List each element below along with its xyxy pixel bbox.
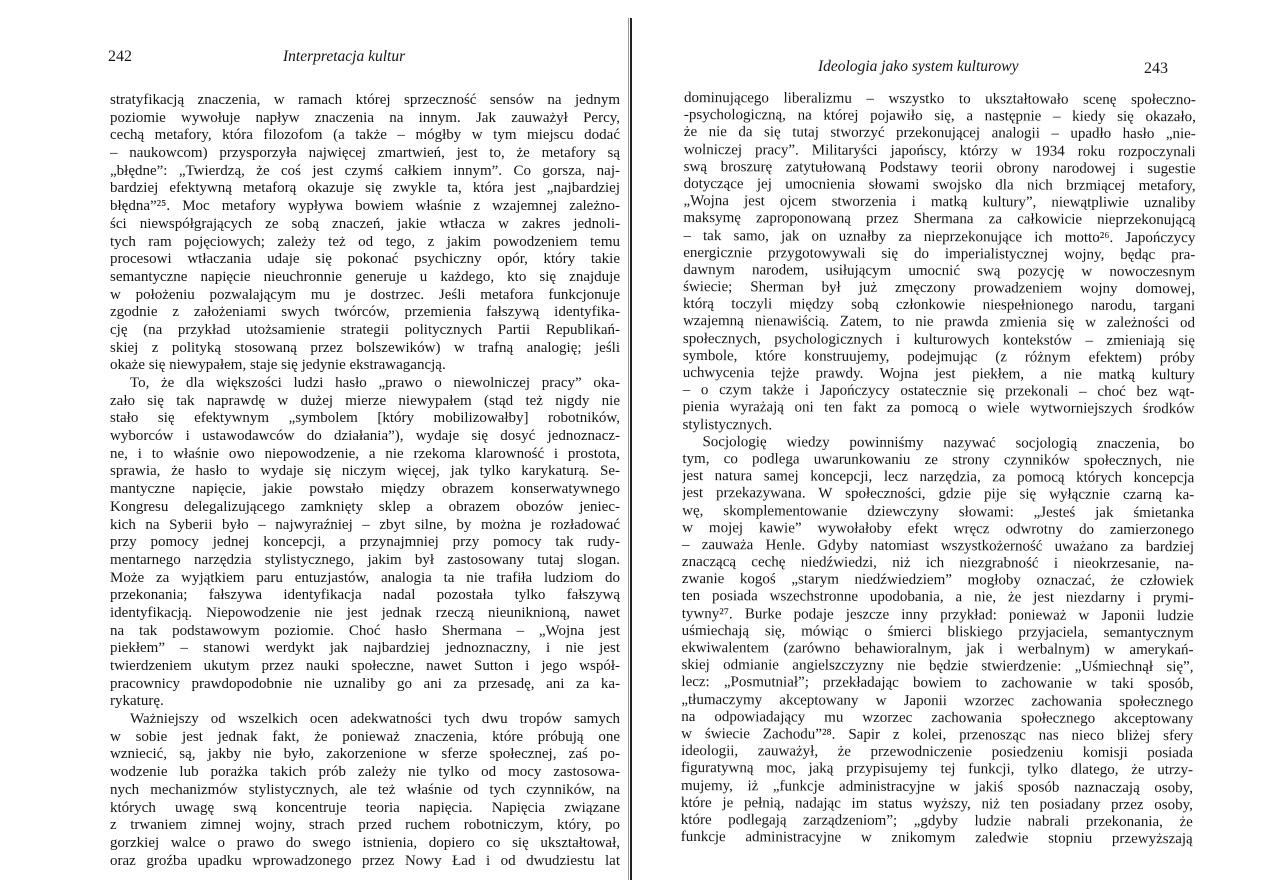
text-line: funkcje administracyjne w znikomym zaledwie stopniu przewyższają (680, 829, 1193, 848)
body-text (681, 90, 1196, 848)
left-page (0, 0, 630, 894)
text-line: tywny²⁷. Burke podaje jeszcze inny przykład: ponieważ w Japonii ludzie (681, 605, 1194, 624)
text-line: błędna”²⁵. Moc metafory wypływa bowiem właśnie z wzajemnej zależno- (110, 198, 620, 215)
text-line: energicznie przygotowywali się do imperialistycznej wojny, będąc pra- (683, 244, 1196, 263)
text-line: maksymę zaproponowaną przez Shermana za całkowicie nieprzekonującą (683, 210, 1196, 229)
text-line: uchwycenia tejże prawdy. Wojna jest piekłem, a nie matką kultury (682, 364, 1195, 384)
text-line: Socjologię wiedzy powinniśmy nazywać socjologią znaczenia, bo (702, 433, 1195, 452)
text-line: uśmiechają się, mówiąc o śmierci bliskiego przyjaciela, semantycznym (681, 622, 1194, 642)
text-line: – o czym także i Japończycy ostatecznie się przekonali – choć bez wąt- (682, 382, 1195, 401)
text-line: – zauważa Henle. Gdyby natomiast wszystkożerność uważano za bardziej (681, 536, 1195, 556)
text-line: sprawia, że hasło to wydaje się niczym więcej, jak tylko karykaturą. Se- (110, 463, 620, 480)
right-page (632, 0, 1262, 894)
text-line: dawnym narodem, usiłującym umocnić swą pozycję w nowoczesnym (683, 261, 1196, 281)
text-line: w sobie jest jednak fakt, że ponieważ znaczenia, które próbują one (110, 728, 620, 745)
text-line: gorzkiej walce o prawo do swego istnienia, dopiero co się ukształtował, (110, 834, 620, 851)
text-line: w świecie Zachodu”²⁸. Sapir z kolei, przenosząc nas nieco bliżej sfery (681, 725, 1194, 745)
text-line: dominującego liberalizmu – wszystko to ukształtowało scenę społeczno- (683, 90, 1196, 109)
text-line: cechą metafory, która filozofom (a także – mógłby w tym miejscu dodać (110, 127, 620, 144)
body-text (110, 92, 620, 870)
text-line: że nie da się tutaj stworzyć przekonującej analogii – upadło hasło „nie- (683, 124, 1196, 143)
text-line: świecie; Sherman był już zmęczony prowadzeniem wojny domowej, (683, 279, 1196, 298)
text-line: oraz groźba upadku wprowadzonego przez Nowy Ład i od dwudziestu lat (110, 852, 620, 869)
text-line: wodzenie lub porażka takich prób zależy nie tylko od mocy zastosowa- (110, 764, 620, 781)
text-line: semantyczne napięcie nieuchronnie generuje u każdego, kto się znajduje (110, 268, 620, 285)
text-line: mujemy, iż „funkcje administracyjne w jakiś sposób naznaczają osoby, (680, 777, 1193, 796)
text-line: stratyfikacją znaczenia, w ramach której sprzeczność sensów na jednym (110, 92, 620, 108)
text-line: przy pomocy jednej koncepcji, a przynajmniej przy pomocy tak rudy- (110, 534, 620, 551)
text-line: zgodnie z założeniami swych twórców, przemienia fałszywą identyfika- (110, 304, 620, 321)
text-line: których uwagę swą koncentruje teoria napięcia. Napięcia związane (110, 799, 620, 816)
text-line: bardziej efektywną metaforą okazuje się zwykle ta, która jest „najbardziej (110, 180, 620, 197)
text-line: na odpowiadający mu wzorzec zachowania społecznego akceptowany (681, 708, 1194, 727)
text-line: – tak samo, jak on uznałby za nieprzekonujące ich motto²⁶. Japończycy (683, 227, 1196, 246)
text-line: pracownicy prawdopodobnie nie uznaliby go ani za przesadę, ani za ka- (110, 675, 620, 692)
text-line: z trwaniem zimnej wojny, strach przed ruchem robotniczym, który, po (110, 817, 620, 834)
text-line: zwanie kogoś „starym niedźwiedziem” mogłoby oznaczać, że człowiek (681, 571, 1194, 590)
text-line: Może za wyjątkiem paru entuzjastów, analogia ta nie trafiła ludziom do (110, 569, 620, 586)
text-line: tych ram pojęciowych; zależy też od tego, z jakim powodzeniem temu (110, 233, 620, 250)
text-line: identyfikacją. Niepowodzenie nie jest jednak rzeczą nieuniknioną, nawet (110, 604, 620, 621)
text-line: wę, skomplementowanie dziewczyny słowami: „Jesteś jak śmietanka (682, 502, 1195, 521)
text-line: stało się efektywnym „symbolem [który mobilizowałby] robotników, (110, 410, 620, 427)
text-line: procesowi wtłaczania udaje się pokonać psychiczny opór, który takie (110, 251, 620, 268)
text-line: skiej z polityką stosowaną przez bolszewików) w trafną analogię; jeśli (110, 339, 620, 356)
text-line: którą toczyli między sobą członkowie niespełnionego narodu, targani (683, 296, 1196, 315)
page-number: 243 (1144, 60, 1168, 77)
text-line: To, że dla większości ludzi hasło „prawo o niewolniczej pracy” oka- (130, 375, 620, 391)
text-line: -psychologiczną, na której pojawiło się, a następnie – kiedy się okazało, (683, 107, 1196, 126)
text-line: w mojej kawie” wywołałoby efekt wręcz odwrotny do zamierzonego (682, 519, 1195, 538)
text-line: – naukowcom) przysporzyła najwięcej zmartwień, jest to, że metafory są (110, 145, 620, 162)
text-line: dotyczące jej umocnienia słowami swojsko dla nich brzmiącej metafory, (683, 175, 1196, 195)
text-line: na tak podstawowym poziomie. Choć hasło Shermana – „Wojna jest (110, 622, 620, 639)
text-line: figuratywną moc, jaką przypisujemy tej funkcji, tylko dlatego, że utrzy- (681, 760, 1194, 779)
text-line: kich na Syberii było – najwyraźniej – zbyt silne, by można je rozładować (110, 516, 620, 533)
text-line: wolniczej pracy”. Militaryści japońscy, którzy w 1934 roku rozpoczynali (683, 141, 1196, 160)
text-line: twierdzeniem ukutym przez nauki społeczne, nawet Sutton i jego współ- (110, 658, 620, 674)
text-line: pienia wyrażają oni ten fakt za pomocą o wiele wytworniejszych środków (682, 399, 1195, 418)
text-line: ten posiada wszechstronne upodobania, a nie, że jest niezdarny i prymi- (681, 588, 1194, 607)
text-line: „błędne”: „Twierdzą, że coś jest czymś całkiem innym”. Co gorsza, naj- (110, 162, 620, 179)
text-line: okaże się niewypałem, staje się jedynie ekstrawagancją. (110, 357, 446, 374)
text-line: mentarnego narzędzia stylistycznego, jakim był zastosowany tutaj slogan. (110, 551, 620, 568)
text-line: w położeniu pozwalającym mu je dostrzec. Jeśli metafora funkcjonuje (110, 286, 620, 303)
text-line: „tłumaczymy akceptowany w Japonii wzorzec zachowania społecznego (681, 691, 1194, 710)
text-line: wzniecić, są, jakby nie było, zakorzenione w sferze społecznej, zaś po- (110, 746, 620, 763)
page-number: 242 (108, 48, 132, 65)
text-line: znaczącą cechę niedźwiedzi, niż ich niezgrabność i nieokrzesanie, na- (681, 554, 1194, 573)
text-line: ści niewspółgrających ze sobą znaczeń, jakie wtłacza w zakres jednoli- (110, 215, 620, 232)
text-line: skiej odmianie angielszczyzny nie będzie stwierdzenie: „Uśmiechnął się”, (681, 657, 1194, 676)
text-line: ideologii, zauważył, że przewodniczenie posiedzeniu komisji posiada (681, 743, 1194, 762)
text-line: lecz: „Posmutniał”; przekładając bowiem to zachowanie w taki sposób, (681, 674, 1194, 693)
text-line: jest natura samej koncepcji, lecz narzędzia, za pomocą których koncepcja (682, 468, 1195, 487)
running-head: Interpretacja kultur (283, 48, 406, 65)
text-line: cję (na przykład utożsamienie strategii politycznych Partii Republikań- (110, 321, 620, 338)
running-head: Ideologia jako system kulturowy (818, 58, 1019, 75)
text-line: zało się tak naprawdę w dużej mierze niewypałem (stąd też nigdy nie (110, 392, 620, 409)
text-line: ekwiwalentem (zarówno behawioralnym, jak i werbalnym) w amerykań- (681, 639, 1194, 659)
text-line: wzajemną nienawiścią. Zatem, to nie prawda zmienia się w zależności od (682, 313, 1196, 332)
text-line: przekonania; fałszywa identyfikacja nadal pozostała tylko fałszywą (110, 587, 620, 604)
text-line: Kongresu delegalizującego zamknięty sklep a obrazem obozów jeniec- (110, 498, 620, 515)
text-line: nych mechanizmów stylistycznych, ale też właśnie od tych czynników, na (110, 781, 620, 798)
text-line: stylistycznych. (682, 416, 773, 433)
text-line: piekłem” – stanowi werdykt jak najbardziej jednoznaczny, i nie jest (110, 640, 620, 657)
text-line: społecznych, psychologicznych i kulturowych kontekstów – zmieniają się (682, 330, 1195, 349)
text-line: rykaturę. (110, 693, 164, 710)
text-line: mantyczne napięcie, jakie powstało między obrazem konserwatywnego (110, 481, 620, 498)
text-line: które je pełnią, nadając im status wyższy, niż ten posiadany przez osoby, (680, 794, 1193, 813)
text-line: tym, co podlega uwarunkowaniu ze strony czynników społecznych, nie (682, 450, 1195, 470)
text-line: poziomie wywołuje napływ znaczenia na innym. Jak zauważył Percy, (110, 109, 620, 126)
text-line: symbole, które konstruujemy, podejmując (z różnym efektem) próby (682, 347, 1195, 367)
text-line: ne, i to właśnie owo niepowodzenie, a nie rzekoma klarowność i prostota, (110, 445, 620, 462)
text-line: „Wojna jest ojcem stworzenia i matką kultury”, niewątpliwie uznaliby (683, 193, 1196, 212)
text-line: swą broszurę zatytułowaną Podstawy teorii obrony narodowej i sugestie (683, 158, 1196, 177)
text-line: które podlegają zarządzeniom”; „gdyby ludzie nabrali przekonania, że (680, 811, 1193, 831)
text-line: wyborców i ustawodawców do działania”), wydaje się dosyć jednoznacz- (110, 428, 620, 445)
text-line: Ważniejszy od wszelkich ocen adekwatności tych dwu tropów samych (130, 711, 620, 728)
book-gutter-shadow (628, 18, 629, 880)
text-line: jest przekazywana. W społeczności, gdzie pije się wyłącznie czarną ka- (682, 485, 1195, 504)
